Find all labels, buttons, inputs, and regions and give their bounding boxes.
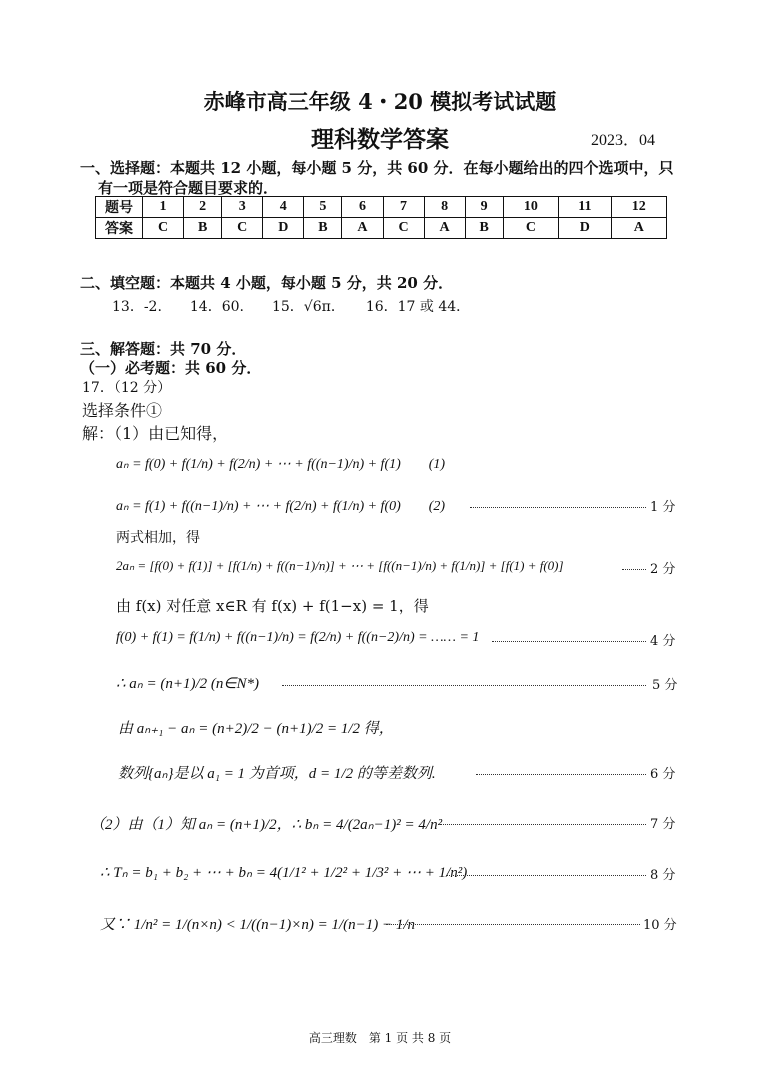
table-row-answers [96, 218, 667, 239]
question-17-label: 17．（12 分） [82, 380, 172, 396]
score-mark: 7 分 [650, 817, 676, 832]
answer-cell: C [503, 218, 558, 239]
equation-6: 由 aₙ₊₁ − aₙ = (n+2)/2 − (n+1)/2 = 1/2 得， [118, 721, 394, 737]
score-mark: 1 分 [650, 500, 676, 515]
add-text: 两式相加，得 [116, 530, 200, 546]
question-number: 7 [383, 197, 424, 218]
score-mark: 6 分 [650, 767, 676, 782]
question-number: 8 [424, 197, 465, 218]
condition-label: 选择条件① [82, 401, 163, 420]
part3-heading: 三、解答题：共 70 分． [80, 340, 247, 358]
dot-leader [440, 824, 646, 825]
answer-cell: D [263, 218, 304, 239]
dot-leader [476, 774, 646, 775]
part2-heading: 二、填空题：本题共 4 小题，每小题 5 分，共 20 分． [80, 274, 454, 292]
answer-cell: B [465, 218, 503, 239]
equation-8: （2）由（1）知 aₙ = (n+1)/2，∴ bₙ = 4/(2aₙ−1)² = 4/n² [90, 817, 443, 833]
equation-9: ∴ Tₙ = b₁ + b₂ + ⋯ + bₙ = 4(1/1² + 1/2² + 1/3² + ⋯ + 1/n²) [100, 865, 468, 881]
fill-answers: 13．-2. 14．60. 15．√6π． 16．17 或 44． [112, 299, 471, 315]
page-title: 赤峰市高三年级 4・20 模拟考试试题 [203, 89, 557, 114]
question-number: 2 [184, 197, 222, 218]
equation-4: f(0) + f(1) = f(1/n) + f((n−1)/n) = f(2/n) + f((n−2)/n) = …… = 1 [116, 630, 480, 645]
answer-cell: A [611, 218, 666, 239]
question-number: 9 [465, 197, 503, 218]
exam-date: 2023．04 [591, 132, 656, 149]
score-mark: 5 分 [652, 678, 678, 693]
dot-leader [446, 875, 646, 876]
question-number: 11 [559, 197, 612, 218]
part1-heading: 一、选择题：本题共 12 小题，每小题 5 分，共 60 分．在每小题给出的四个选项中，只 [80, 159, 674, 177]
dot-leader [386, 924, 640, 925]
part1-heading-cont: 有一项是符合题目要求的． [98, 179, 279, 197]
dot-leader [470, 507, 646, 508]
dot-leader [622, 569, 646, 570]
score-mark: 10 分 [643, 918, 677, 933]
answer-cell: C [222, 218, 263, 239]
answer-cell: B [304, 218, 342, 239]
row-label-answer: 答案 [96, 218, 143, 239]
dot-leader [282, 685, 646, 686]
question-number: 1 [143, 197, 184, 218]
question-number: 10 [503, 197, 558, 218]
score-mark: 8 分 [650, 868, 676, 883]
page-footer: 高三理数 第 1 页 共 8 页 [308, 1031, 452, 1045]
row-label-number: 题号 [96, 197, 143, 218]
dot-leader [492, 641, 646, 642]
page-subtitle: 理科数学答案 [311, 126, 449, 153]
equation-2: aₙ = f(1) + f((n−1)/n) + ⋯ + f(2/n) + f(1/n) + f(0) (2) [116, 499, 446, 514]
answer-cell: A [424, 218, 465, 239]
table-row-numbers [96, 197, 667, 218]
given-condition: 由 f(x) 对任意 x∈R 有 f(x) + f(1−x) = 1，得 [116, 597, 429, 615]
equation-3: 2aₙ = [f(0) + f(1)] + [f(1/n) + f((n−1)/n)] + ⋯ + [f((n−1)/n) + f(1/n)] + [f(1) + f(0)] [116, 558, 564, 573]
question-number: 12 [611, 197, 666, 218]
equation-5: ∴ aₙ = (n+1)/2 (n∈N*) [116, 676, 259, 692]
score-mark: 2 分 [650, 562, 676, 577]
equation-10: 又∵ 1/n² = 1/(n×n) < 1/((n−1)×n) = 1/(n−1) − 1/n [100, 917, 416, 933]
answer-cell: B [184, 218, 222, 239]
answer-cell: C [143, 218, 184, 239]
question-number: 6 [342, 197, 383, 218]
part3-subheading: （一）必考题：共 60 分． [80, 359, 262, 377]
score-mark: 4 分 [650, 634, 676, 649]
answer-cell: D [559, 218, 612, 239]
answer-cell: A [342, 218, 383, 239]
equation-7: 数列{aₙ}是以 a₁ = 1 为首项，d = 1/2 的等差数列. [118, 766, 436, 782]
equation-1: aₙ = f(0) + f(1/n) + f(2/n) + ⋯ + f((n−1)/n) + f(1) (1) [116, 457, 446, 472]
solution-intro: 解：（1）由已知得， [82, 424, 229, 443]
answer-table [95, 196, 667, 239]
question-number: 4 [263, 197, 304, 218]
answer-cell: C [383, 218, 424, 239]
question-number: 5 [304, 197, 342, 218]
question-number: 3 [222, 197, 263, 218]
